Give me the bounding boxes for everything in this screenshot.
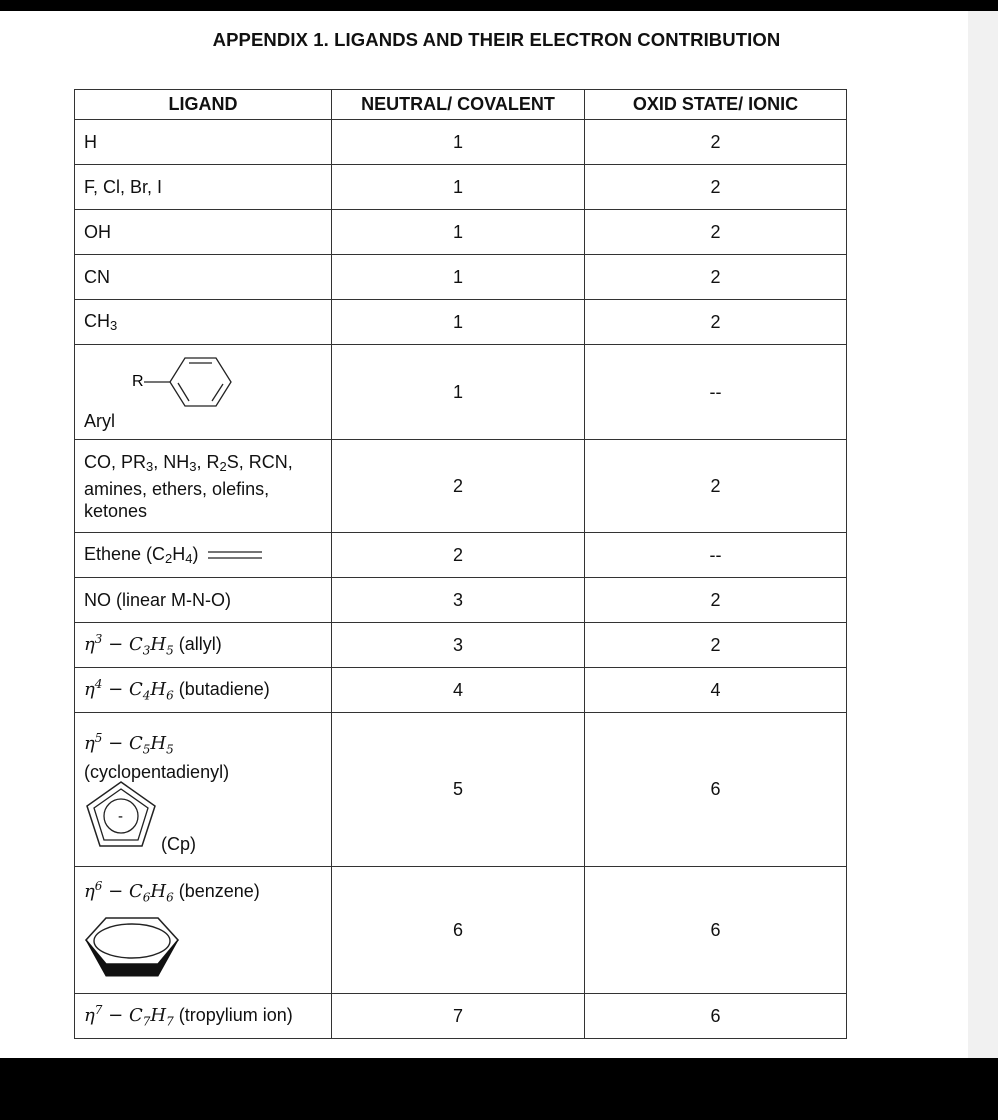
table-row xyxy=(75,120,847,165)
bottom-black-bar xyxy=(0,1058,998,1120)
oxid-cell: 2 xyxy=(585,165,847,210)
neutral-cell: 7 xyxy=(332,994,585,1039)
neutral-cell: 1 xyxy=(332,165,585,210)
header-ligand: LIGAND xyxy=(75,90,332,120)
ligand-cell: Ethene $(C_2H_4)$ xyxy=(75,533,332,578)
oxid-cell: 4 xyxy=(585,668,847,713)
oxid-cell: -- xyxy=(585,533,847,578)
ligand-cell: H xyxy=(75,120,332,165)
neutral-cell: 5 xyxy=(332,713,585,867)
ligand-table xyxy=(74,89,847,1039)
ligand-cell xyxy=(75,867,332,994)
ligand-cell: $\eta^4 - C_4H_6$ (butadiene) xyxy=(75,668,332,713)
cp-charge: - xyxy=(118,808,123,825)
oxid-cell: 2 xyxy=(585,210,847,255)
double-bond-icon xyxy=(208,549,262,561)
oxid-cell: 6 xyxy=(585,713,847,867)
neutral-cell: 2 xyxy=(332,440,585,533)
table-row xyxy=(75,668,847,713)
neutral-cell: 1 xyxy=(332,345,585,440)
ligand-cell: NO (linear M-N-O) xyxy=(75,578,332,623)
table-row xyxy=(75,440,847,533)
benzene-label: $\eta^6 - C_6H_6$ (benzene) xyxy=(84,879,260,905)
top-black-bar xyxy=(0,0,998,11)
header-neutral-covalent: NEUTRAL/ COVALENT xyxy=(332,90,585,120)
table-header-row xyxy=(75,90,847,120)
table-row xyxy=(75,994,847,1039)
neutral-cell: 4 xyxy=(332,668,585,713)
document-title: APPENDIX 1. LIGANDS AND THEIR ELECTRON CONTRIBUTION xyxy=(212,29,781,50)
table-row xyxy=(75,210,847,255)
neutral-cell: 1 xyxy=(332,300,585,345)
neutral-cell: 1 xyxy=(332,120,585,165)
ligand-cell: CO, $PR_3$, $NH_3$, $R_2S$, RCN, amines, ethers, olefins, ketones xyxy=(75,440,332,533)
ligand-cell xyxy=(75,345,332,440)
neutral-cell: 6 xyxy=(332,867,585,994)
table-row xyxy=(75,255,847,300)
neutral-cell: 1 xyxy=(332,210,585,255)
cyclopentadienyl-icon xyxy=(81,779,161,851)
table-row xyxy=(75,713,847,867)
table-row xyxy=(75,867,847,994)
neutral-cell: 3 xyxy=(332,578,585,623)
neutral-cell: 2 xyxy=(332,533,585,578)
ligand-cell: $\eta^3 - C_3H_5$ (allyl) xyxy=(75,623,332,668)
table-row xyxy=(75,623,847,668)
table-row xyxy=(75,533,847,578)
right-margin-strip xyxy=(968,11,998,1058)
aryl-r-label: R xyxy=(132,373,144,390)
header-oxid-state-ionic: OXID STATE/ IONIC xyxy=(585,90,847,120)
oxid-cell: 2 xyxy=(585,300,847,345)
ligand-cell: CN xyxy=(75,255,332,300)
ligand-cell xyxy=(75,713,332,867)
benzene-icon xyxy=(83,912,183,982)
cp-label: $\eta^5 - C_5H_5$ (cyclopentadienyl) xyxy=(84,731,230,782)
oxid-cell: 2 xyxy=(585,255,847,300)
ligand-cell: $\eta^7 - C_7H_7$ (tropylium ion) xyxy=(75,994,332,1039)
table-row xyxy=(75,345,847,440)
table-row xyxy=(75,578,847,623)
oxid-cell: 6 xyxy=(585,994,847,1039)
oxid-cell: 2 xyxy=(585,120,847,165)
ligand-cell: $CH_3$ xyxy=(75,300,332,345)
oxid-cell: 2 xyxy=(585,623,847,668)
ligand-cell: F, Cl, Br, I xyxy=(75,165,332,210)
oxid-cell: 6 xyxy=(585,867,847,994)
neutral-cell: 3 xyxy=(332,623,585,668)
table-row xyxy=(75,300,847,345)
table-row xyxy=(75,165,847,210)
neutral-cell: 1 xyxy=(332,255,585,300)
oxid-cell: 2 xyxy=(585,440,847,533)
oxid-cell: -- xyxy=(585,345,847,440)
cp-abbrev: (Cp) xyxy=(161,834,196,854)
aryl-label: Aryl xyxy=(84,411,115,431)
aryl-structure-icon xyxy=(120,353,290,423)
oxid-cell: 2 xyxy=(585,578,847,623)
ligand-cell: OH xyxy=(75,210,332,255)
